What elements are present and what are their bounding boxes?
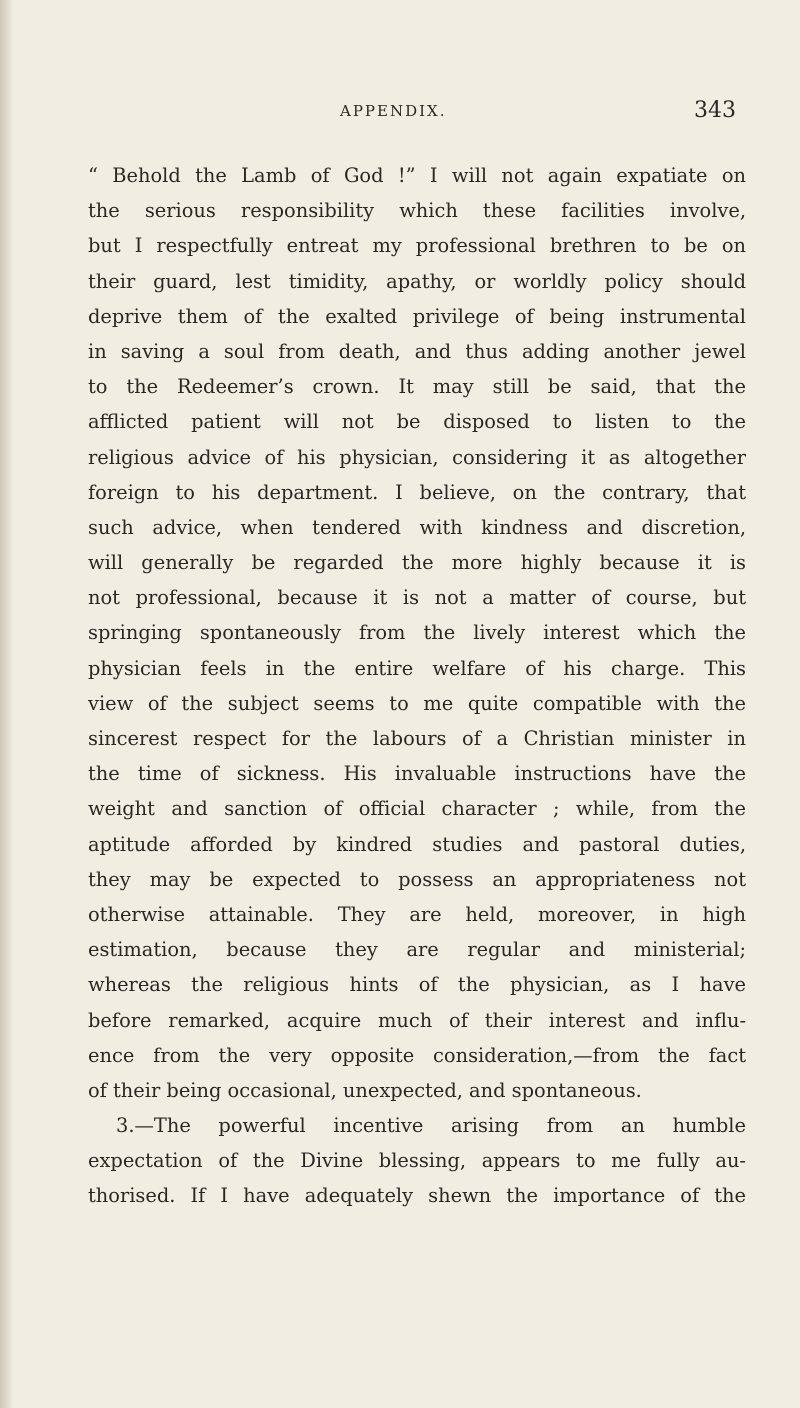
- page-spine-shadow: [0, 0, 12, 1408]
- text-line: not professional, because it is not a matter of course, but: [88, 586, 746, 610]
- text-line: 3.—The powerful incentive arising from an humble: [116, 1114, 746, 1138]
- text-line: the serious responsibility which these facilities involve,: [88, 199, 746, 223]
- text-line: springing spontaneously from the lively interest which the: [88, 621, 746, 645]
- text-line: they may be expected to possess an appropriateness not: [88, 867, 746, 891]
- text-line: the time of sickness. His invaluable instructions have the: [88, 762, 746, 786]
- text-line: deprive them of the exalted privilege of being instrumental: [88, 304, 746, 328]
- text-line: expectation of the Divine blessing, appears to me fully au-: [88, 1149, 746, 1173]
- text-line: whereas the religious hints of the physician, as I have: [88, 973, 746, 997]
- text-line: their guard, lest timidity, apathy, or worldly policy should: [88, 269, 746, 293]
- text-line: religious advice of his physician, considering it as altogether: [88, 445, 746, 469]
- text-line: otherwise attainable. They are held, moreover, in high: [88, 902, 746, 926]
- text-line: afflicted patient will not be disposed to listen to the: [88, 410, 746, 434]
- text-line: such advice, when tendered with kindness and discretion,: [88, 515, 746, 539]
- text-line: physician feels in the entire welfare of his charge. This: [88, 656, 746, 680]
- text-line: before remarked, acquire much of their interest and influ-: [88, 1008, 746, 1032]
- text-line: to the Redeemer’s crown. It may still be said, that the: [88, 375, 746, 399]
- text-line: foreign to his department. I believe, on the contrary, that: [88, 480, 746, 504]
- text-line: will generally be regarded the more highly because it is: [88, 551, 746, 575]
- text-line: estimation, because they are regular and ministerial;: [88, 938, 746, 962]
- running-head-title: APPENDIX.: [340, 102, 447, 120]
- text-line: sincerest respect for the labours of a Christian minister in: [88, 727, 746, 750]
- running-head: [0, 98, 800, 134]
- body-text: [88, 158, 746, 1214]
- text-line: “ Behold the Lamb of God !” I will not again expatiate on: [88, 164, 746, 187]
- text-line: aptitude afforded by kindred studies and pastoral duties,: [88, 832, 746, 856]
- text-line: of their being occasional, unexpected, and spontaneous.: [88, 1078, 642, 1102]
- text-line: weight and sanction of official character ; while, from the: [88, 797, 746, 821]
- text-line: ence from the very opposite consideration,—from the fact: [88, 1043, 746, 1067]
- text-line: view of the subject seems to me quite compatible with the: [88, 691, 746, 715]
- text-line: in saving a soul from death, and thus adding another jewel: [88, 339, 746, 363]
- page-number: 343: [694, 98, 736, 123]
- text-line: but I respectfully entreat my professional brethren to be on: [88, 234, 746, 258]
- text-line: thorised. If I have adequately shewn the importance of the: [88, 1184, 746, 1208]
